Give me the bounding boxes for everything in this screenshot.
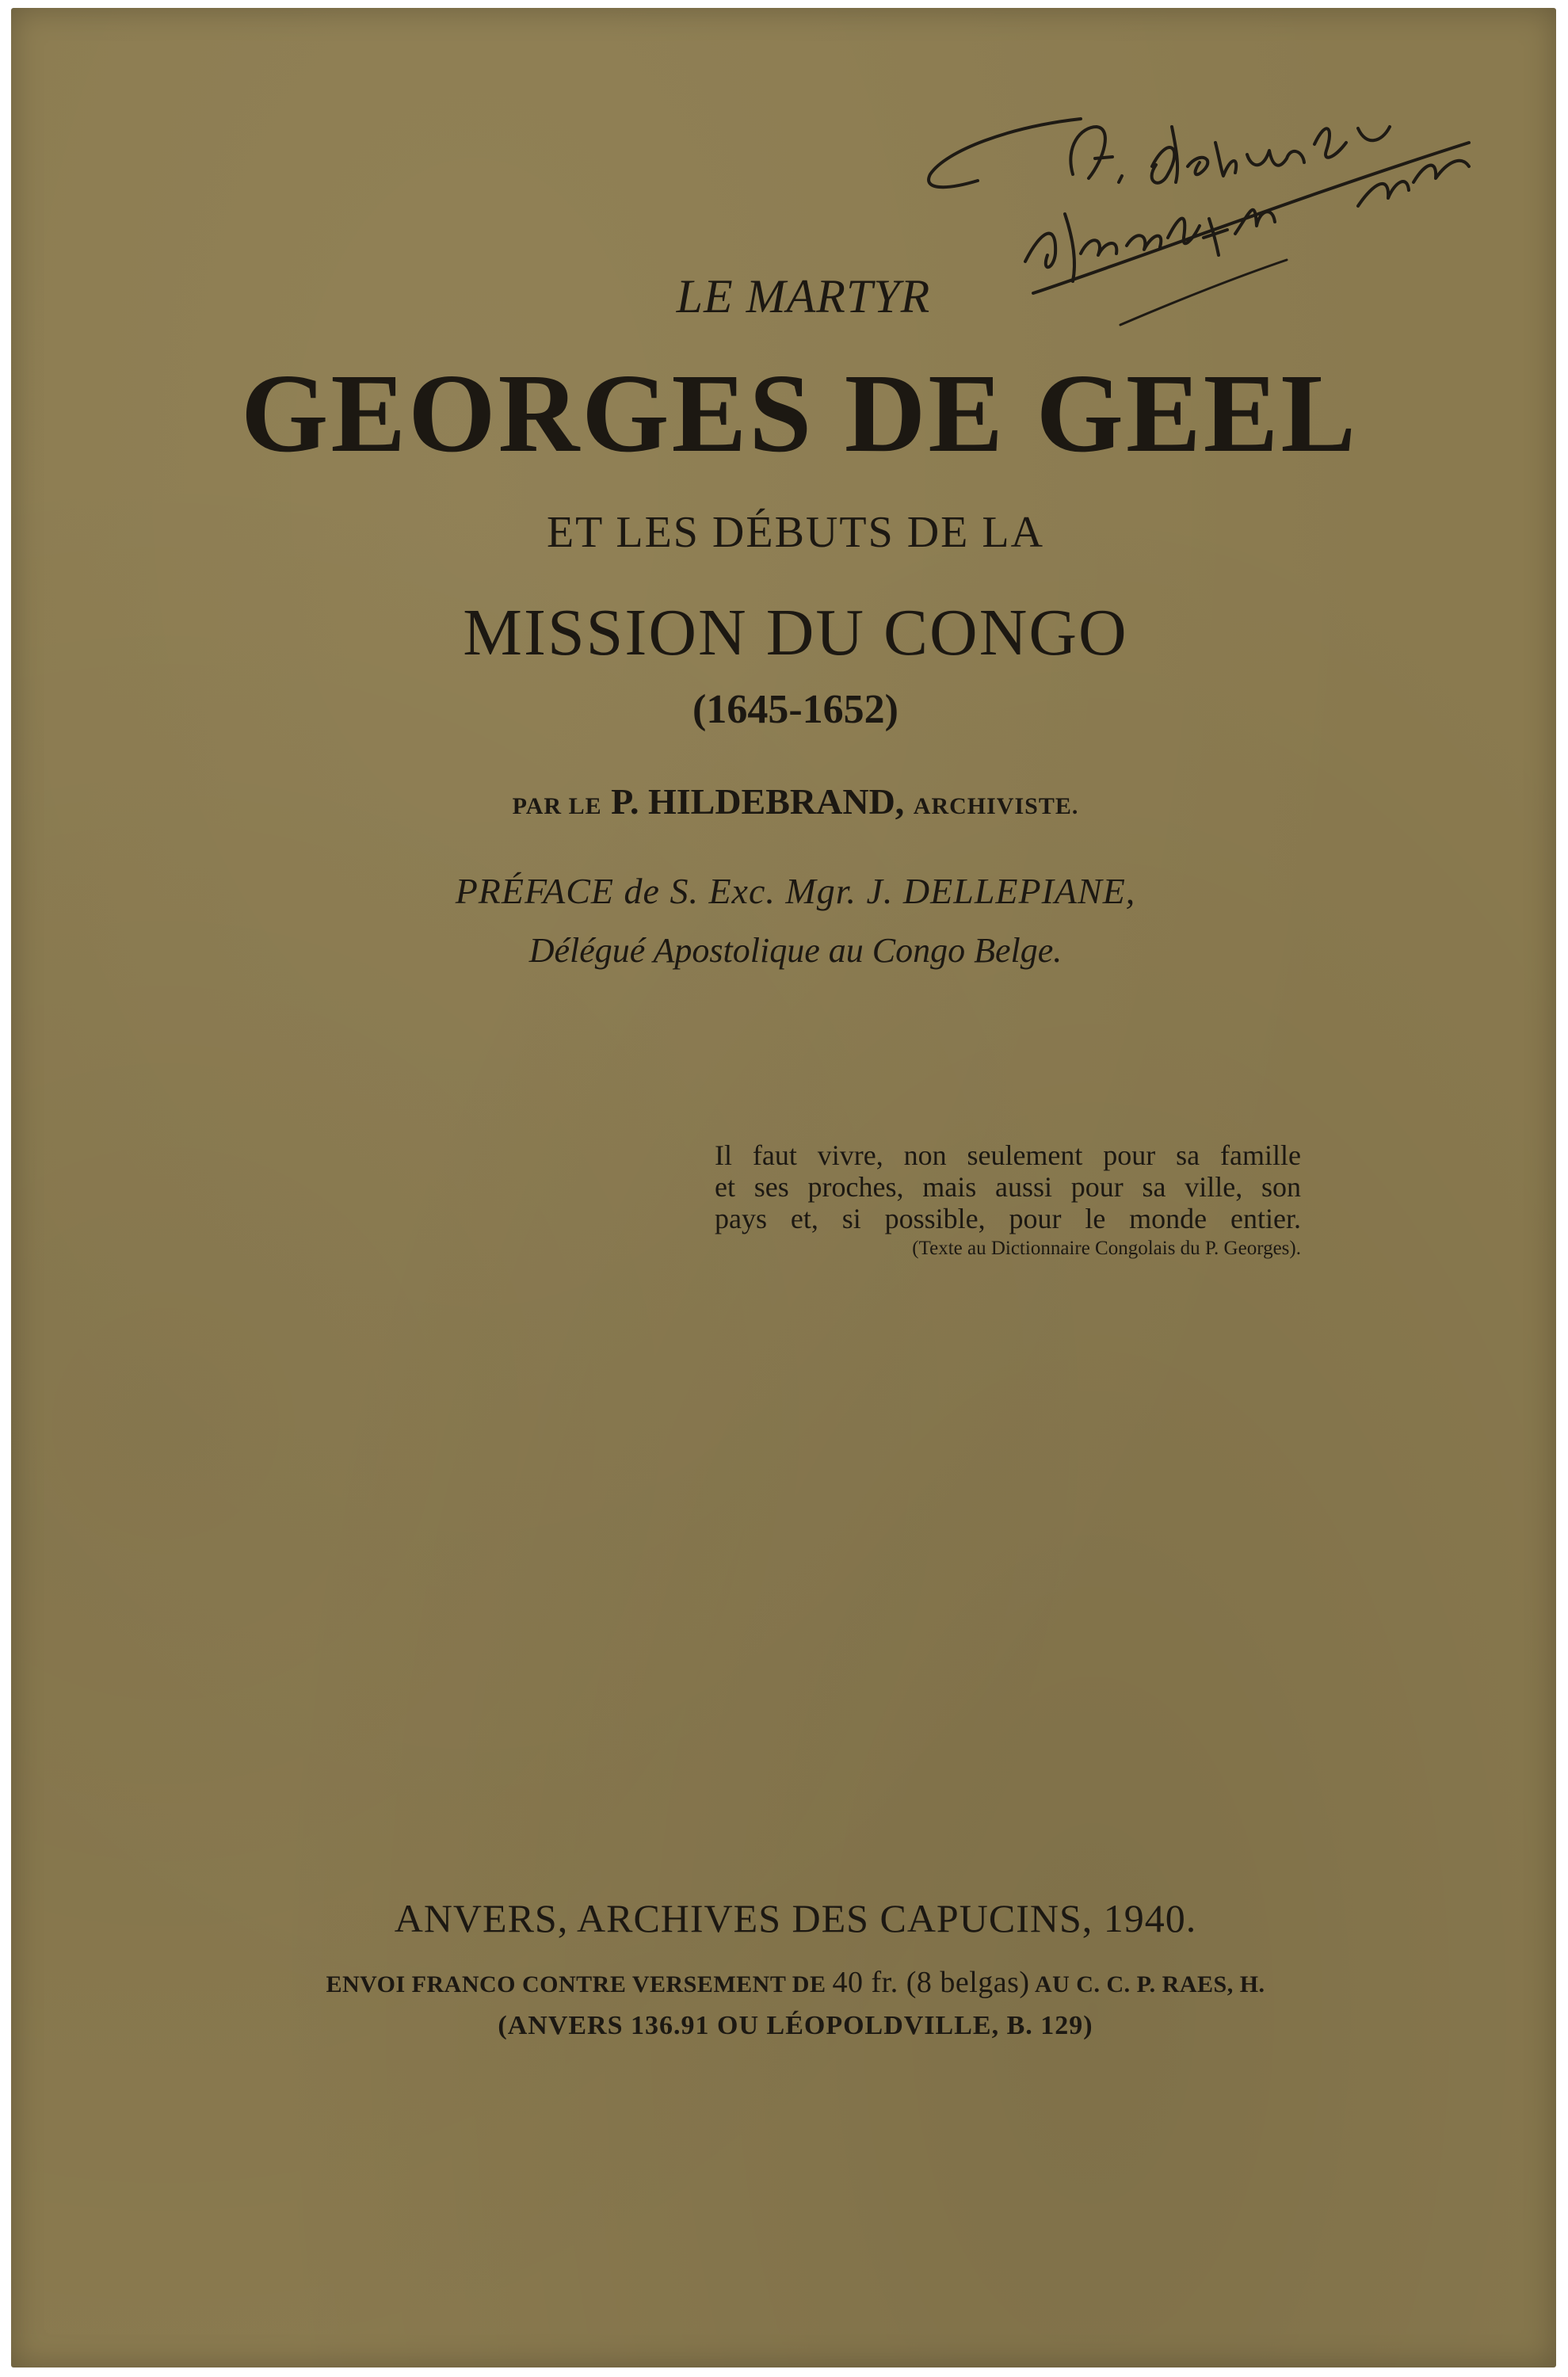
book-cover <box>11 8 1556 2367</box>
book-title: GEORGES DE GEEL <box>241 350 1359 475</box>
shipping-price: 40 fr. (8 belgas) <box>832 1966 1030 1999</box>
author-line <box>455 780 1136 822</box>
handwritten-signature <box>914 71 1485 388</box>
shipping-start: ENVOI FRANCO CONTRE VERSEMENT DE <box>326 1971 826 1997</box>
subtitle-le-martyr: LE MARTYR <box>676 270 931 322</box>
publisher-line: ANVERS, ARCHIVES DES CAPUCINS, 1940. <box>394 1896 1197 1940</box>
author-role: ARCHIVISTE. <box>913 793 1079 819</box>
author-name: P. HILDEBRAND, <box>611 781 905 822</box>
title-line-debuts: ET LES DÉBUTS DE LA <box>546 508 1045 557</box>
quote-line: Il faut vivre, non seulement pour sa famille <box>715 1139 1301 1171</box>
epigraph-quote <box>715 1139 1301 1263</box>
postal-accounts-line: (ANVERS 136.91 OU LÉOPOLDVILLE, B. 129) <box>498 2011 1093 2040</box>
delegate-line: Délégué Apostolique au Congo Belge. <box>528 931 1063 970</box>
shipping-line <box>265 1965 1326 2000</box>
preface-line: PRÉFACE de S. Exc. Mgr. J. DELLEPIANE, <box>455 871 1136 911</box>
title-line-mission: MISSION DU CONGO <box>463 596 1128 670</box>
quote-source: (Texte au Dictionnaire Congolais du P. Georges). <box>912 1238 1301 1259</box>
quote-line: et ses proches, mais aussi pour sa ville, son <box>715 1171 1301 1203</box>
quote-line: pays et, si possible, pour le monde entier. <box>715 1203 1301 1234</box>
shipping-end: AU C. C. P. RAES, H. <box>1034 1971 1265 1997</box>
author-prefix: PAR LE <box>512 793 602 819</box>
date-range: (1645-1652) <box>692 687 898 732</box>
